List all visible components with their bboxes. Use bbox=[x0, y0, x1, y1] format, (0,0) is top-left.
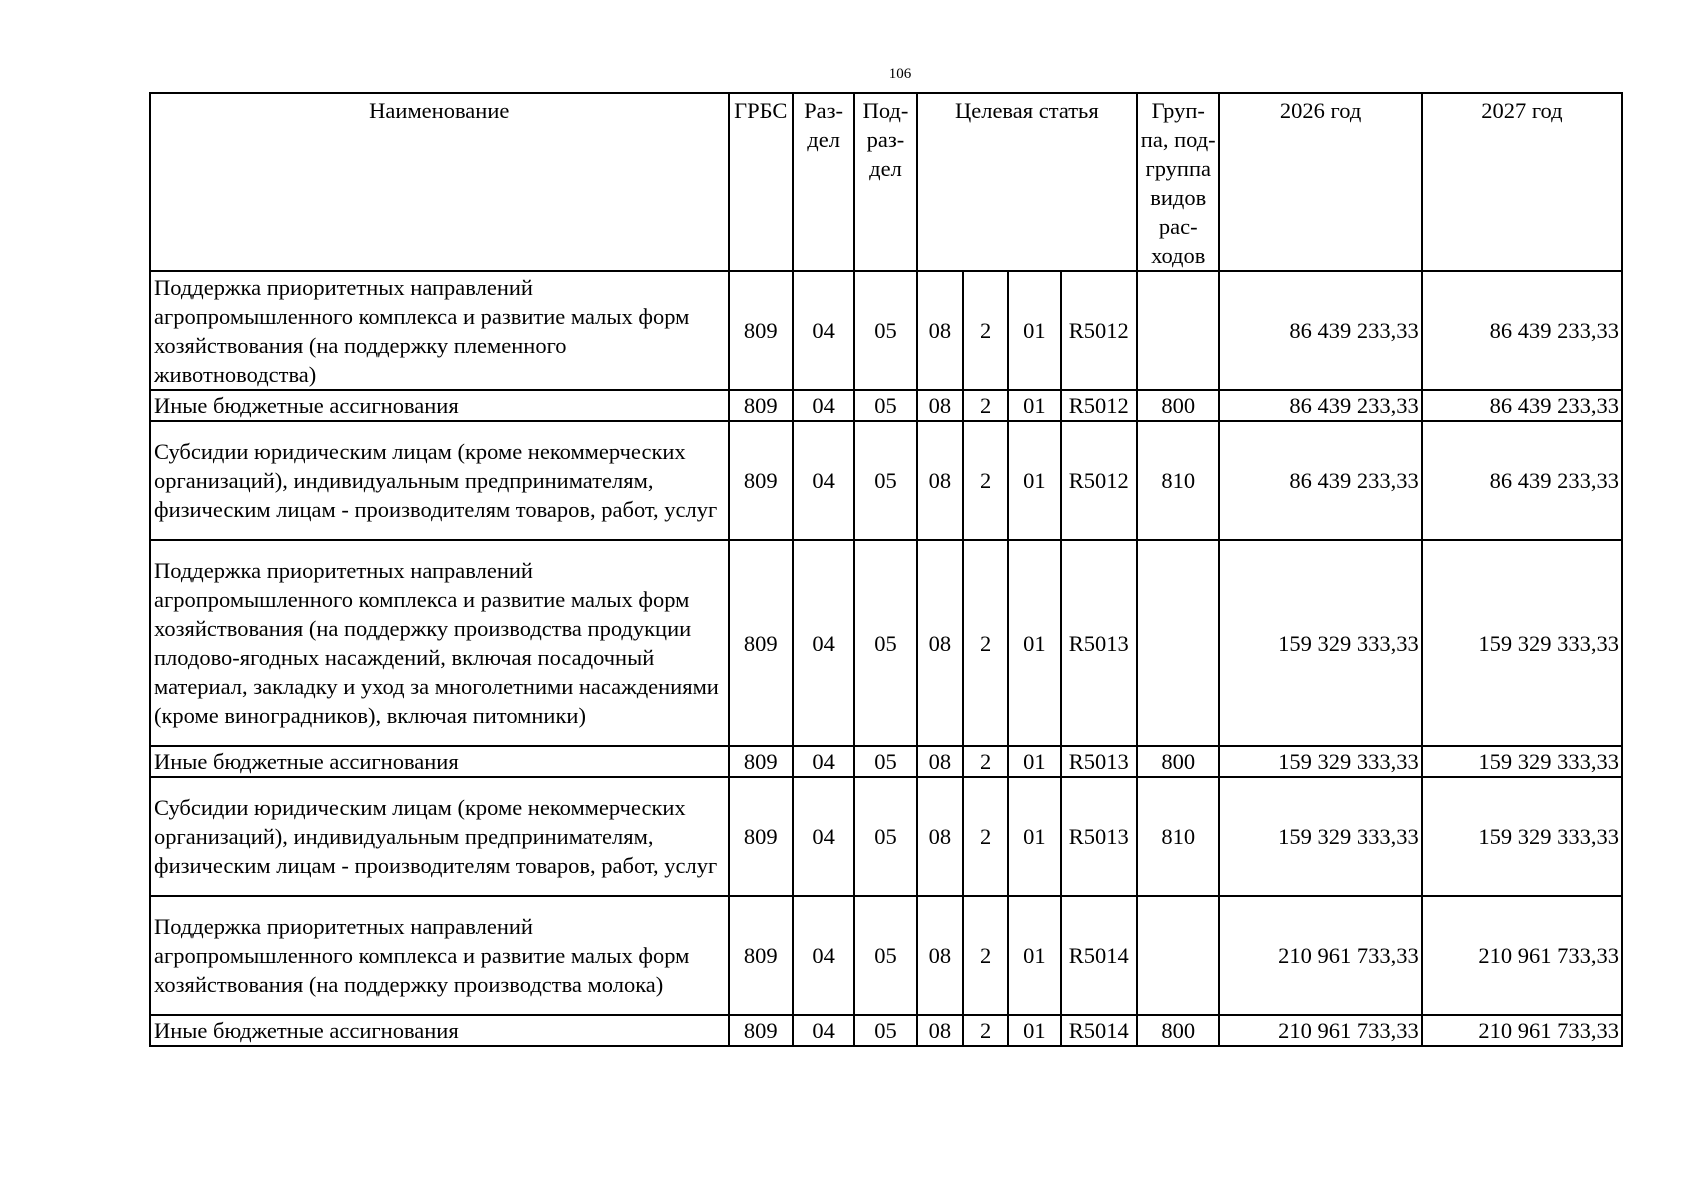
row-target-main: 01 bbox=[1008, 777, 1060, 896]
header-expense-group bbox=[1137, 93, 1220, 271]
row-amount-2027: 159 329 333,33 bbox=[1422, 746, 1622, 777]
row-name: Иные бюджетные ассигнования bbox=[150, 746, 729, 777]
row-expense-group bbox=[1137, 271, 1220, 390]
row-name: Иные бюджетные ассигнования bbox=[150, 390, 729, 421]
header-grbs: ГРБС bbox=[729, 93, 793, 271]
header-year-2027: 2027 год bbox=[1422, 93, 1622, 271]
table-row bbox=[150, 746, 1622, 777]
row-amount-2026: 159 329 333,33 bbox=[1219, 540, 1421, 746]
table-row bbox=[150, 271, 1622, 390]
row-expense-group bbox=[1137, 896, 1220, 1015]
row-target-type: 2 bbox=[963, 390, 1008, 421]
row-razdel: 04 bbox=[793, 421, 854, 540]
row-amount-2027: 210 961 733,33 bbox=[1422, 896, 1622, 1015]
row-grbs: 809 bbox=[729, 746, 793, 777]
row-amount-2027: 159 329 333,33 bbox=[1422, 540, 1622, 746]
row-target-direction: R5012 bbox=[1061, 421, 1137, 540]
row-podrazdel: 05 bbox=[854, 746, 916, 777]
row-amount-2027: 210 961 733,33 bbox=[1422, 1015, 1622, 1046]
row-amount-2026: 210 961 733,33 bbox=[1219, 1015, 1421, 1046]
row-amount-2027: 86 439 233,33 bbox=[1422, 271, 1622, 390]
row-expense-group: 800 bbox=[1137, 390, 1220, 421]
row-target-type: 2 bbox=[963, 421, 1008, 540]
row-target-direction: R5013 bbox=[1061, 540, 1137, 746]
row-target-main: 01 bbox=[1008, 271, 1060, 390]
row-razdel: 04 bbox=[793, 390, 854, 421]
row-target-type: 2 bbox=[963, 1015, 1008, 1046]
row-grbs: 809 bbox=[729, 1015, 793, 1046]
row-podrazdel: 05 bbox=[854, 540, 916, 746]
row-target-program: 08 bbox=[917, 540, 963, 746]
header-podrazdel-line: Под- bbox=[862, 98, 909, 123]
row-name: Субсидии юридическим лицам (кроме некоммерческих организаций), индивидуальным предпринимателям, физическим лицам - производителям товаров, работ, услуг bbox=[150, 421, 729, 540]
row-podrazdel: 05 bbox=[854, 1015, 916, 1046]
row-razdel: 04 bbox=[793, 540, 854, 746]
row-target-type: 2 bbox=[963, 540, 1008, 746]
table-row bbox=[150, 777, 1622, 896]
row-target-main: 01 bbox=[1008, 540, 1060, 746]
row-amount-2026: 159 329 333,33 bbox=[1219, 777, 1421, 896]
row-target-program: 08 bbox=[917, 271, 963, 390]
row-expense-group: 810 bbox=[1137, 777, 1220, 896]
row-grbs: 809 bbox=[729, 540, 793, 746]
row-razdel: 04 bbox=[793, 746, 854, 777]
row-target-program: 08 bbox=[917, 896, 963, 1015]
row-name: Поддержка приоритетных направлений агропромышленного комплекса и развитие малых форм хозяйствования (на поддержку производства молока) bbox=[150, 896, 729, 1015]
row-amount-2027: 159 329 333,33 bbox=[1422, 777, 1622, 896]
row-name: Субсидии юридическим лицам (кроме некоммерческих организаций), индивидуальным предпринимателям, физическим лицам - производителям товаров, работ, услуг bbox=[150, 777, 729, 896]
row-expense-group: 800 bbox=[1137, 1015, 1220, 1046]
table-row bbox=[150, 896, 1622, 1015]
header-razdel bbox=[793, 93, 854, 271]
row-expense-group: 810 bbox=[1137, 421, 1220, 540]
row-name: Иные бюджетные ассигнования bbox=[150, 1015, 729, 1046]
table-row bbox=[150, 390, 1622, 421]
row-target-program: 08 bbox=[917, 777, 963, 896]
header-group-line: видов bbox=[1150, 185, 1207, 210]
header-razdel-line: Раз- bbox=[804, 98, 844, 123]
row-target-direction: R5014 bbox=[1061, 896, 1137, 1015]
table-row bbox=[150, 421, 1622, 540]
row-amount-2026: 159 329 333,33 bbox=[1219, 746, 1421, 777]
header-group-line: Груп- bbox=[1151, 98, 1205, 123]
row-name: Поддержка приоритетных направлений агропромышленного комплекса и развитие малых форм хозяйствования (на поддержку племенного животноводства) bbox=[150, 271, 729, 390]
row-amount-2026: 210 961 733,33 bbox=[1219, 896, 1421, 1015]
row-target-main: 01 bbox=[1008, 421, 1060, 540]
row-razdel: 04 bbox=[793, 777, 854, 896]
row-target-program: 08 bbox=[917, 746, 963, 777]
table-header-row bbox=[150, 93, 1622, 271]
row-target-main: 01 bbox=[1008, 1015, 1060, 1046]
row-podrazdel: 05 bbox=[854, 777, 916, 896]
row-grbs: 809 bbox=[729, 896, 793, 1015]
row-target-type: 2 bbox=[963, 896, 1008, 1015]
row-target-direction: R5013 bbox=[1061, 777, 1137, 896]
row-name: Поддержка приоритетных направлений агропромышленного комплекса и развитие малых форм хозяйствования (на поддержку производства продукции плодово-ягодных насаждений, включая посадочный материал, закладку и уход за многолетними насаждениями (кроме виноградников), включая питомники) bbox=[150, 540, 729, 746]
row-expense-group bbox=[1137, 540, 1220, 746]
row-target-program: 08 bbox=[917, 1015, 963, 1046]
row-target-main: 01 bbox=[1008, 746, 1060, 777]
row-target-direction: R5013 bbox=[1061, 746, 1137, 777]
row-podrazdel: 05 bbox=[854, 896, 916, 1015]
row-target-type: 2 bbox=[963, 746, 1008, 777]
row-amount-2026: 86 439 233,33 bbox=[1219, 421, 1421, 540]
budget-table bbox=[149, 92, 1623, 1047]
row-amount-2026: 86 439 233,33 bbox=[1219, 390, 1421, 421]
row-podrazdel: 05 bbox=[854, 271, 916, 390]
row-razdel: 04 bbox=[793, 271, 854, 390]
row-target-direction: R5012 bbox=[1061, 271, 1137, 390]
row-razdel: 04 bbox=[793, 1015, 854, 1046]
header-razdel-line: дел bbox=[807, 127, 840, 152]
row-amount-2026: 86 439 233,33 bbox=[1219, 271, 1421, 390]
header-podrazdel-line: дел bbox=[869, 156, 902, 181]
row-target-direction: R5012 bbox=[1061, 390, 1137, 421]
header-group-line: ходов bbox=[1151, 243, 1206, 268]
row-grbs: 809 bbox=[729, 390, 793, 421]
row-target-main: 01 bbox=[1008, 896, 1060, 1015]
table-row bbox=[150, 1015, 1622, 1046]
row-amount-2027: 86 439 233,33 bbox=[1422, 390, 1622, 421]
header-group-line: группа bbox=[1145, 156, 1211, 181]
row-target-program: 08 bbox=[917, 421, 963, 540]
header-podrazdel bbox=[854, 93, 916, 271]
header-group-line: па, под- bbox=[1140, 127, 1216, 152]
table-row bbox=[150, 540, 1622, 746]
header-podrazdel-line: раз- bbox=[866, 127, 905, 152]
row-podrazdel: 05 bbox=[854, 421, 916, 540]
row-target-direction: R5014 bbox=[1061, 1015, 1137, 1046]
header-name: Наименование bbox=[150, 93, 729, 271]
row-target-program: 08 bbox=[917, 390, 963, 421]
header-year-2026: 2026 год bbox=[1219, 93, 1421, 271]
header-target-article: Целевая статья bbox=[917, 93, 1137, 271]
row-target-main: 01 bbox=[1008, 390, 1060, 421]
row-grbs: 809 bbox=[729, 271, 793, 390]
row-target-type: 2 bbox=[963, 271, 1008, 390]
row-expense-group: 800 bbox=[1137, 746, 1220, 777]
row-razdel: 04 bbox=[793, 896, 854, 1015]
row-grbs: 809 bbox=[729, 421, 793, 540]
page-number: 106 bbox=[888, 66, 912, 82]
row-grbs: 809 bbox=[729, 777, 793, 896]
header-group-line: рас- bbox=[1158, 214, 1198, 239]
row-target-type: 2 bbox=[963, 777, 1008, 896]
row-podrazdel: 05 bbox=[854, 390, 916, 421]
row-amount-2027: 86 439 233,33 bbox=[1422, 421, 1622, 540]
